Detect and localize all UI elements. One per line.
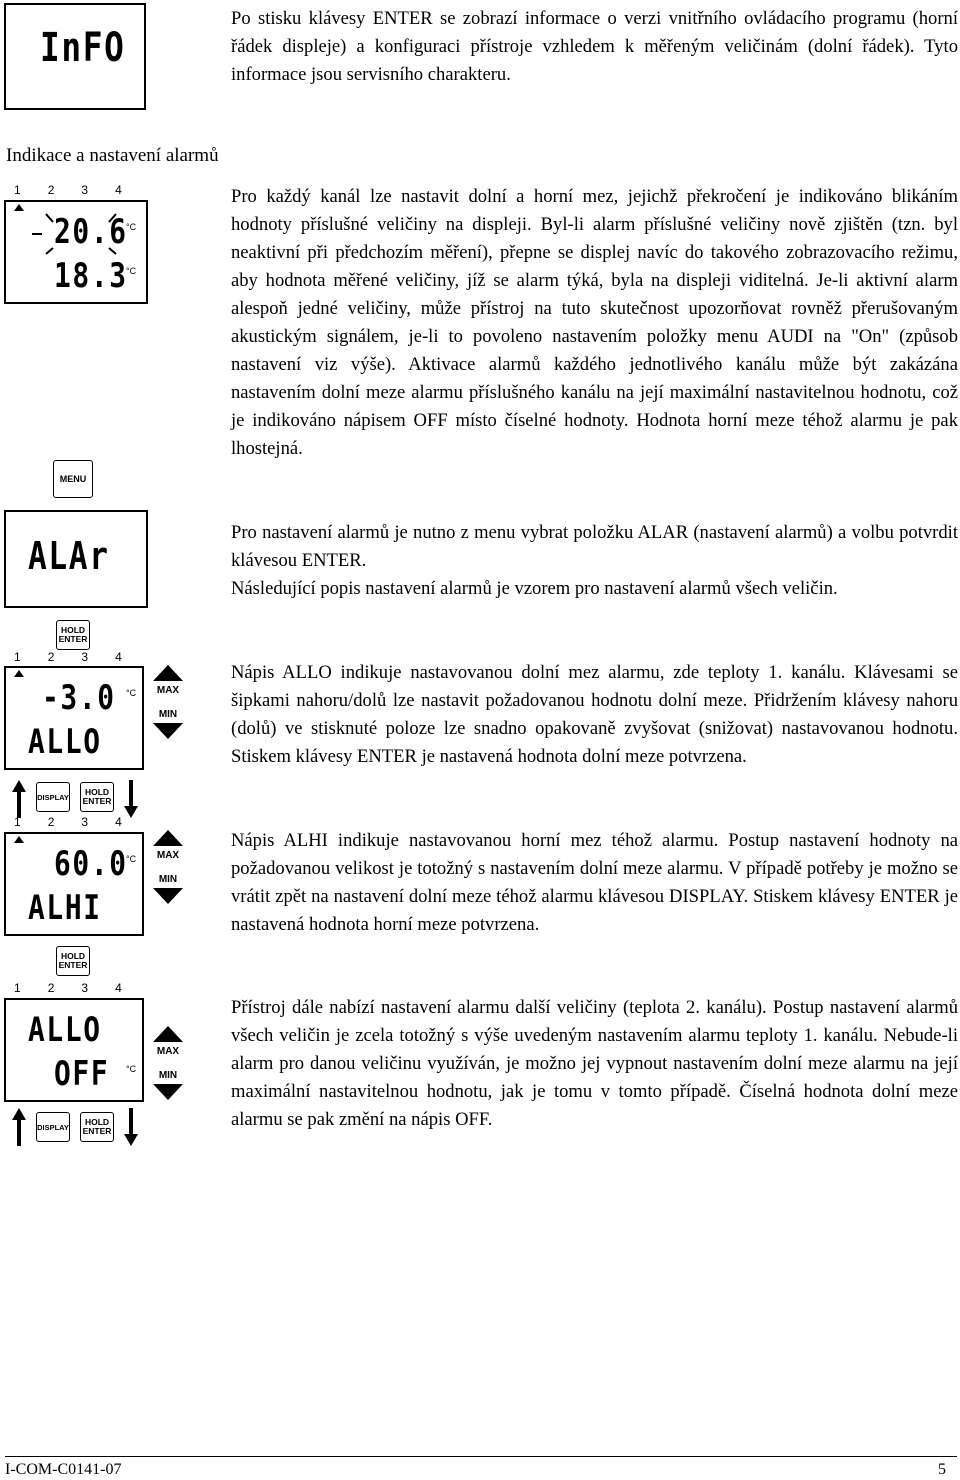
enter-label: ENTER	[82, 796, 112, 806]
channel-3-label: 3	[81, 981, 89, 995]
page-number: 5	[938, 1461, 946, 1478]
allo-lcd-display	[4, 666, 144, 770]
hold-enter-button[interactable]	[56, 620, 90, 650]
channel-1-label: 1	[14, 183, 21, 197]
intro-paragraph: Po stisku klávesy ENTER se zobrazí informace o verzi vnitřního ovládacího programu (horní řádek displeje) a konfiguraci přístroje vzhledem k měřeným veličinám (dolní řádek). Tyto informace jsou servisního charakteru.	[231, 8, 958, 85]
off-value: OFF	[54, 1054, 110, 1094]
info-lcd-display	[4, 3, 146, 110]
min-label: MIN	[158, 1070, 178, 1081]
allo-value: -3.0	[42, 678, 116, 718]
arrow-down-icon	[124, 780, 138, 818]
channel-2-label: 2	[47, 815, 55, 829]
channel-2-label: 2	[47, 981, 55, 995]
up-arrow-key-icon[interactable]	[153, 665, 183, 681]
off-label-top: ALLO	[28, 1010, 102, 1050]
display-button[interactable]: DISPLAY	[36, 782, 70, 812]
down-arrow-key-icon[interactable]	[153, 723, 183, 739]
enter-label: ENTER	[82, 1126, 112, 1136]
allo-paragraph: Nápis ALLO indikuje nastavovanou dolní mez alarmu, zde teploty 1. kanálu. Klávesami se šipkami nahoru/dolů lze nastavit požadovanou hodnotu dolní meze. Přidržením klávesy nahoru (dolů) ve stisknuté poloze lze snadno opakovaně zvyšovat (snižovat) nastavovanou hodnotu. Stiskem klávesy ENTER je nastavená hodnota dolní meze potvrzena.	[231, 662, 958, 767]
channel-4-label: 4	[115, 183, 122, 197]
channel-1-label: 1	[14, 981, 21, 995]
hold-enter-button[interactable]	[80, 1112, 114, 1142]
enter-label: ENTER	[58, 960, 88, 970]
alarm-value-bottom: 18.3	[54, 256, 128, 296]
channel-2-label: 2	[47, 183, 55, 197]
min-label: MIN	[158, 709, 178, 720]
hold-label: HOLD	[60, 625, 86, 635]
unit: °C	[126, 688, 137, 698]
channel-numbers-alhi	[14, 815, 122, 829]
channel-4-label: 4	[115, 981, 122, 995]
up-arrow-key-icon[interactable]	[153, 1026, 183, 1042]
unit: °C	[126, 1064, 137, 1074]
channel-4-label: 4	[115, 815, 122, 829]
down-arrow-key-icon[interactable]	[153, 888, 183, 904]
display-button[interactable]: DISPLAY	[36, 1112, 70, 1142]
alar-lcd-display	[4, 510, 148, 608]
off-paragraph: Přístroj dále nabízí nastavení alarmu další veličiny (teplota 2. kanálu). Postup nastavení alarmů všech veličin je zcela totožný s výše uvedeným nastavením alarmu teploty 1. kanálu. Nebude-li alarm pro danou veličinu využíván, je možno jej vypnout nastavením dolní meze alarmu na její maximální nastavitelnou hodnotu, jak je tomu v tomto případě. Číselná hodnota dolní meze alarmu se pak změní na nápis OFF.	[231, 997, 958, 1130]
arrow-down-icon	[124, 1108, 138, 1146]
channel-1-label: 1	[14, 815, 21, 829]
alhi-value: 60.0	[54, 844, 128, 884]
unit-bottom: °C	[126, 266, 137, 276]
info-display-text: InFO	[40, 25, 126, 71]
channel-numbers	[14, 183, 122, 197]
alhi-lcd-display	[4, 832, 144, 936]
channel-1-label: 1	[14, 650, 21, 664]
down-arrow-key-icon[interactable]	[153, 1084, 183, 1100]
channel-indicator-icon	[14, 836, 24, 843]
channel-numbers-off	[14, 981, 122, 995]
enter-label: ENTER	[58, 634, 88, 644]
alarm-lcd-display	[4, 200, 148, 304]
hold-label: HOLD	[84, 1117, 110, 1127]
section-title: Indikace a nastavení alarmů	[6, 145, 219, 166]
document-id: I-COM-C0141-07	[5, 1461, 122, 1478]
hold-label: HOLD	[60, 951, 86, 961]
channel-3-label: 3	[81, 183, 89, 197]
unit-top: °C	[126, 222, 137, 232]
channel-3-label: 3	[81, 650, 89, 664]
hold-label: HOLD	[84, 787, 110, 797]
alarm-value-top: 20.6	[54, 212, 128, 252]
alarm-menu-paragraph: Pro nastavení alarmů je nutno z menu vybrat položku ALAR (nastavení alarmů) a volbu potvrdit klávesou ENTER.	[231, 522, 958, 571]
off-lcd-display	[4, 998, 144, 1102]
alhi-label: ALHI	[28, 888, 102, 928]
allo-label: ALLO	[28, 722, 102, 762]
hold-enter-button[interactable]	[56, 946, 90, 976]
hold-enter-button[interactable]	[80, 782, 114, 812]
alhi-paragraph: Nápis ALHI indikuje nastavovanou horní mez téhož alarmu. Postup nastavení hodnoty na požadovanou velikost je totožný s nastavením dolní meze alarmu. V případě potřeby je možno se vrátit zpět na nastavení dolní meze téhož alarmu klávesou DISPLAY. Stiskem klávesy ENTER je nastavená hodnota horní meze potvrzena.	[231, 830, 958, 935]
channel-4-label: 4	[115, 650, 122, 664]
up-arrow-key-icon[interactable]	[153, 830, 183, 846]
alar-display-text: ALAr	[28, 534, 110, 578]
channel-3-label: 3	[81, 815, 89, 829]
channel-indicator-icon	[14, 670, 24, 677]
footer-divider	[5, 1456, 957, 1457]
min-label: MIN	[158, 874, 178, 885]
menu-button[interactable]: MENU	[53, 460, 93, 498]
max-label: MAX	[156, 685, 180, 696]
alarm-pattern-paragraph: Následující popis nastavení alarmů je vzorem pro nastavení alarmů všech veličin.	[231, 578, 838, 599]
channel-2-label: 2	[47, 650, 55, 664]
arrow-up-icon	[12, 780, 26, 818]
channel-numbers-allo	[14, 650, 122, 664]
unit: °C	[126, 854, 137, 864]
arrow-up-icon	[12, 1108, 26, 1146]
alarm-overview-paragraph: Pro každý kanál lze nastavit dolní a horní mez, jejichž překročení je indikováno blikáním hodnoty příslušné veličiny na displeji. Byl-li alarm příslušné veličiny nově zjištěn (tzn. byl neaktivní při předchozím měření), přepne se displej navíc do takového zobrazovacího režimu, aby hodnota měřené veličiny, jíž se alarm týká, byla na displeji viditelná. Je-li aktivní alarm alespoň jedné veličiny, může přístroj na tuto skutečnost upozorňovat rovněž přerušovaným akustickým signálem, je-li to povoleno nastavením položky menu AUDI na "On" (způsob nastavení viz výše). Aktivace alarmů každého jednotlivého kanálu může být zakázána nastavením dolní meze alarmu příslušného kanálu na její maximální nastavitelnou hodnotu, což je indikováno nápisem OFF místo číselné hodnoty. Hodnota horní meze téhož alarmu je pak lhostejná.	[231, 186, 958, 459]
max-label: MAX	[156, 1046, 180, 1057]
max-label: MAX	[156, 850, 180, 861]
